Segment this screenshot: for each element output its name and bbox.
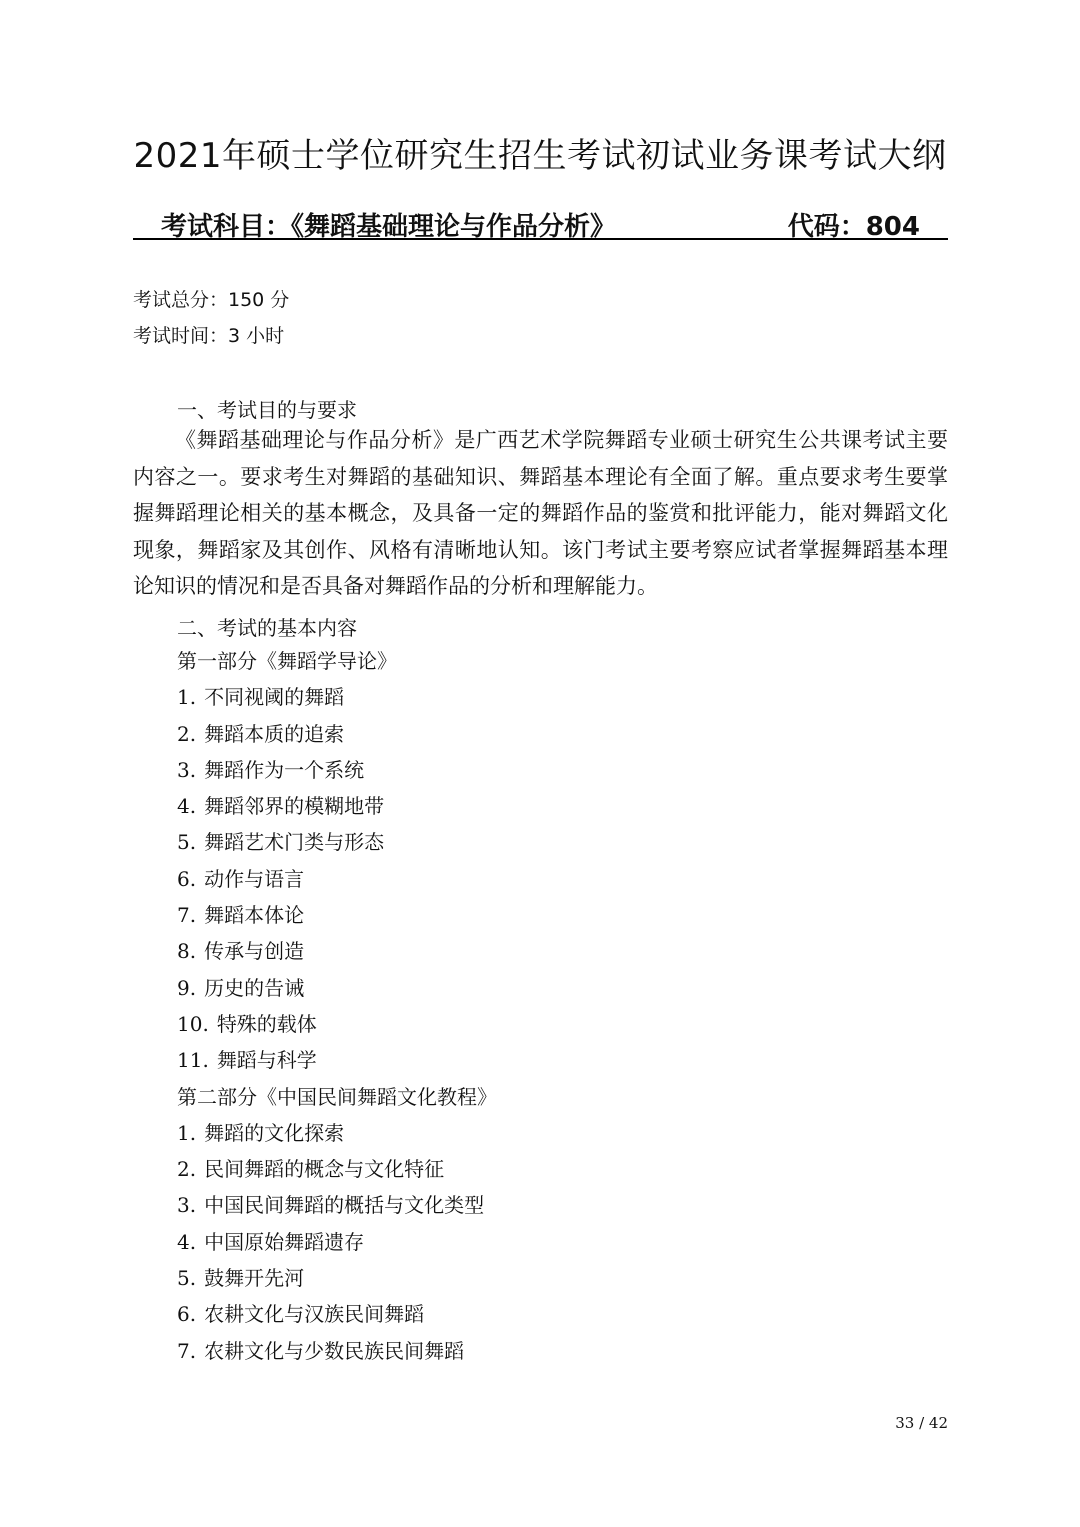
list-item <box>177 1079 497 1115</box>
content-list <box>177 643 497 1369</box>
list-item-number: 5. <box>177 1266 197 1291</box>
list-item-number: 5. <box>177 830 197 855</box>
list-item-text: 舞蹈的文化探索 <box>204 1120 345 1145</box>
list-item <box>177 1333 497 1369</box>
list-item-text: 鼓舞开先河 <box>204 1266 305 1291</box>
list-item-number: 9. <box>177 975 197 1000</box>
list-item <box>177 679 497 715</box>
list-item-text: 舞蹈艺术门类与形态 <box>204 830 385 855</box>
list-item <box>177 1296 497 1332</box>
list-item-number: 7. <box>177 903 197 928</box>
list-item <box>177 970 497 1006</box>
subject-bar <box>133 206 948 240</box>
list-item-text: 动作与语言 <box>204 866 305 891</box>
list-item <box>177 861 497 897</box>
list-item <box>177 824 497 860</box>
page-title: 2021年硕士学位研究生招生考试初试业务课考试大纲 <box>133 136 947 176</box>
list-item <box>177 1006 497 1042</box>
list-item-number: 4. <box>177 1229 197 1254</box>
list-item-number: 6. <box>177 866 197 891</box>
exam-subject: 考试科目：《舞蹈基础理论与作品分析》 <box>161 212 617 242</box>
list-item-number: 11. <box>177 1048 209 1073</box>
list-item-text: 舞蹈作为一个系统 <box>204 757 365 782</box>
list-item-number: 6. <box>177 1302 197 1327</box>
list-item-text: 舞蹈本质的追索 <box>204 721 345 746</box>
list-item-text: 农耕文化与少数民族民间舞蹈 <box>204 1338 465 1363</box>
list-item <box>177 752 497 788</box>
exam-code: 代码：804 <box>787 212 920 242</box>
list-item-text: 民间舞蹈的概念与文化特征 <box>204 1157 445 1182</box>
list-item-number: 7. <box>177 1338 197 1363</box>
list-item <box>177 1260 497 1296</box>
list-item-text: 第二部分《中国民间舞蹈文化教程》 <box>177 1084 497 1109</box>
list-item-number: 3. <box>177 757 197 782</box>
list-item-text: 历史的告诫 <box>204 975 305 1000</box>
section-heading-2: 二、考试的基本内容 <box>177 616 357 640</box>
list-item <box>177 788 497 824</box>
list-item <box>177 1224 497 1260</box>
list-item-text: 第一部分《舞蹈学导论》 <box>177 649 397 673</box>
list-item <box>177 643 497 679</box>
list-item <box>177 897 497 933</box>
list-item-text: 舞蹈邻界的模糊地带 <box>204 794 385 819</box>
section-1-paragraph: 《舞蹈基础理论与作品分析》是广西艺术学院舞蹈专业硕士研究生公共课考试主要内容之一。要求考生对舞蹈的基础知识、舞蹈基本理论有全面了解。重点要求考生要掌握舞蹈理论相关的基本概念，及具备一定的舞蹈作品的鉴赏和批评能力，能对舞蹈文化现象，舞蹈家及其创作、风格有清晰地认知。该门考试主要考察应试者掌握舞蹈基本理论知识的情况和是否具备对舞蹈作品的分析和理解能力。 <box>133 428 948 598</box>
total-score: 考试总分：150 分 <box>133 289 290 311</box>
page-number: 33 / 42 <box>895 1414 948 1432</box>
list-item-number: 10. <box>177 1011 209 1036</box>
list-item-number: 1. <box>177 1120 197 1145</box>
list-item <box>177 1042 497 1078</box>
list-item-text: 不同视阈的舞蹈 <box>204 685 345 710</box>
list-item-text: 舞蹈与科学 <box>216 1048 317 1073</box>
list-item-number: 2. <box>177 1157 197 1182</box>
list-item-text: 中国原始舞蹈遗存 <box>204 1229 365 1254</box>
list-item <box>177 933 497 969</box>
list-item-number: 8. <box>177 939 197 964</box>
list-item <box>177 1115 497 1151</box>
list-item <box>177 1151 497 1187</box>
section-heading-1: 一、考试目的与要求 <box>177 398 357 422</box>
list-item-number: 4. <box>177 794 197 819</box>
exam-duration: 考试时间：3 小时 <box>133 325 285 347</box>
list-item <box>177 716 497 752</box>
list-item-text: 农耕文化与汉族民间舞蹈 <box>204 1302 425 1327</box>
list-item-number: 1. <box>177 685 197 710</box>
list-item <box>177 1187 497 1223</box>
list-item-text: 特殊的载体 <box>216 1011 317 1036</box>
list-item-text: 舞蹈本体论 <box>204 903 305 928</box>
list-item-number: 3. <box>177 1193 197 1218</box>
list-item-text: 传承与创造 <box>204 939 305 964</box>
list-item-number: 2. <box>177 721 197 746</box>
list-item-text: 中国民间舞蹈的概括与文化类型 <box>204 1193 485 1218</box>
